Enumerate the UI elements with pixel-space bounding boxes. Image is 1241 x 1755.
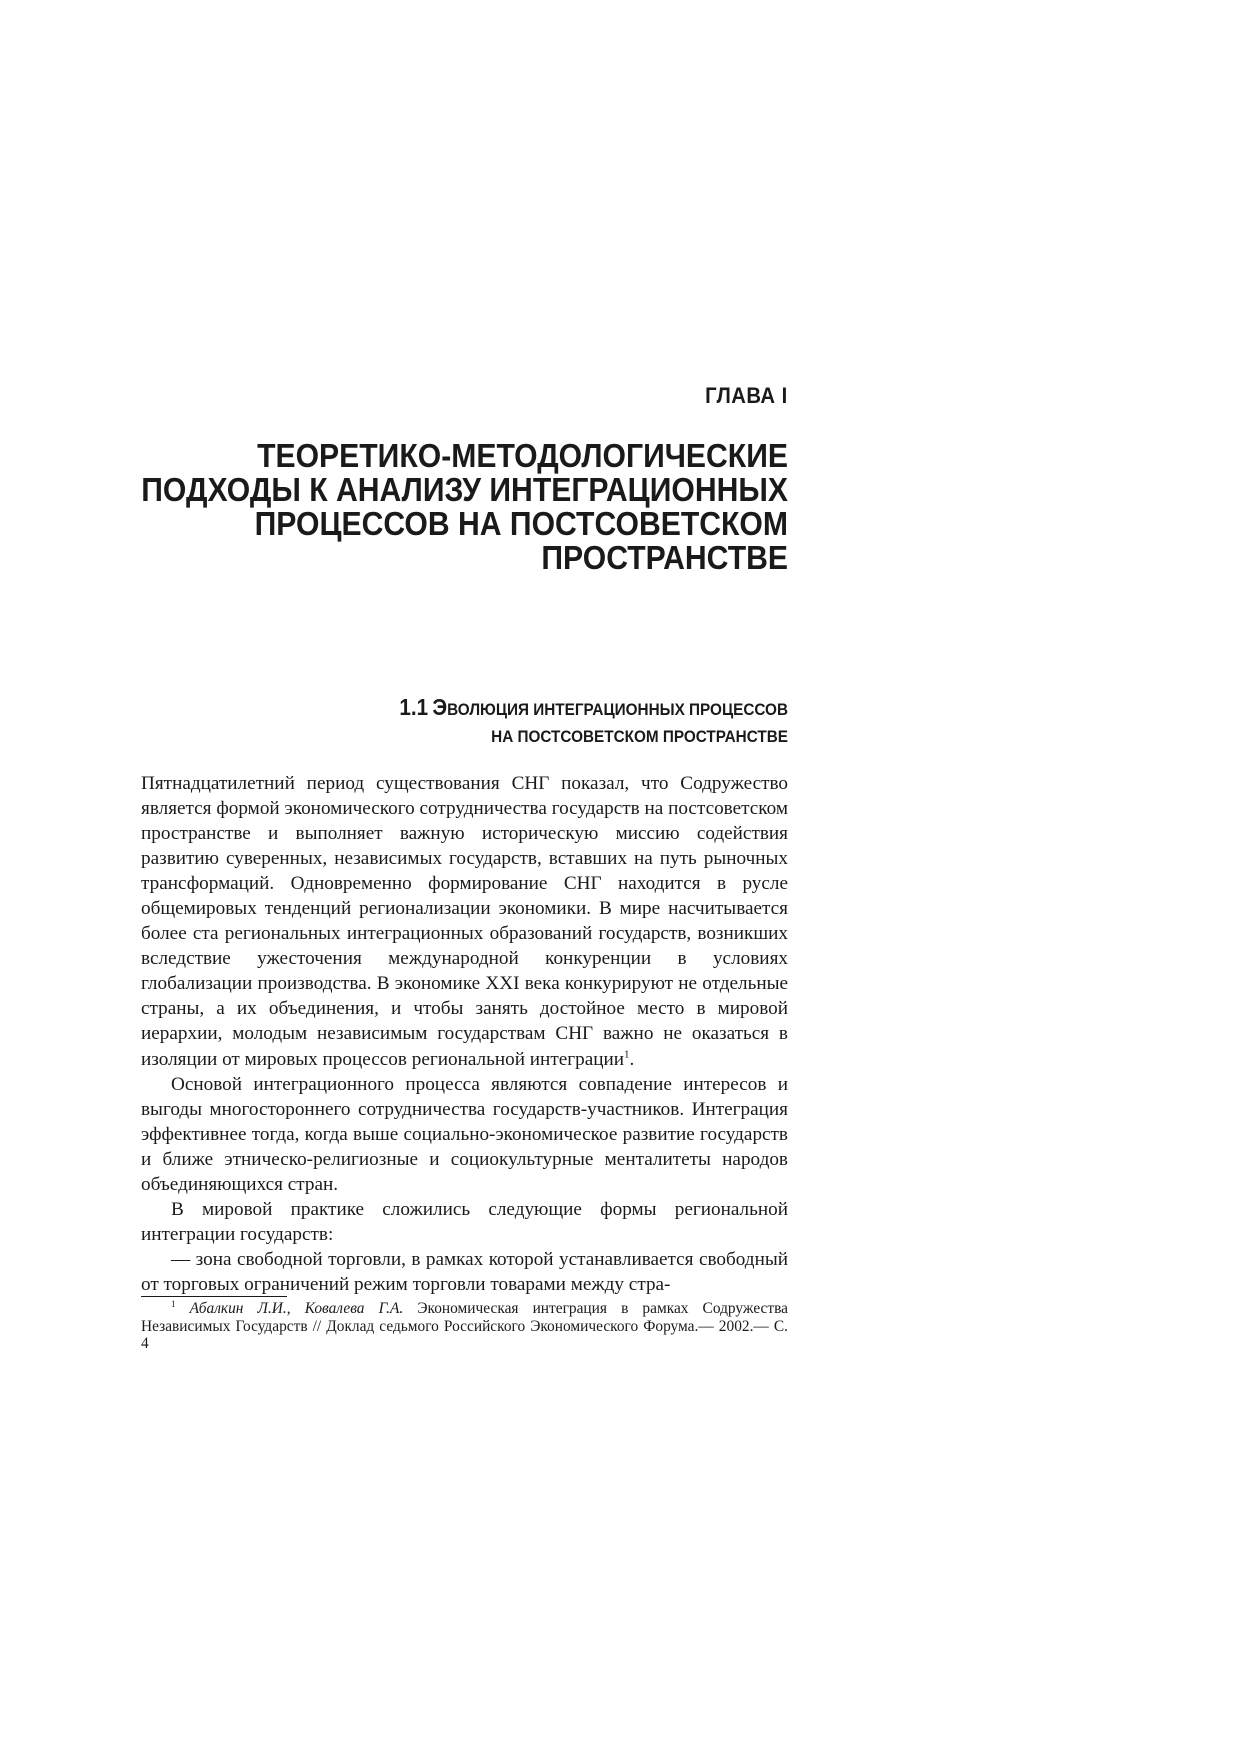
- paragraph: — зона свободной торговли, в рамках которой устанавливается свободный от торговых ограничений режим торговли товарами между стра-: [141, 1248, 788, 1295]
- paragraph: В мировой практике сложились следующие формы региональной интеграции государств:: [141, 1198, 788, 1245]
- section-first-letter: Э: [432, 694, 448, 720]
- paragraph: [141, 771, 788, 1072]
- footnote-reference[interactable]: 1: [624, 1048, 630, 1061]
- chapter-title-line: ПРОСТРАНСТВЕ: [541, 540, 788, 577]
- section-number: 1.1: [399, 694, 429, 720]
- chapter-title-line: ТЕОРЕТИКО-МЕТОДОЛОГИЧЕСКИЕ: [257, 438, 788, 475]
- footnote-number: 1: [171, 1298, 176, 1309]
- footnote: [141, 1300, 788, 1353]
- paragraph: Основой интеграционного процесса являются совпадение интересов и выгоды многостороннего сотрудничества государств-участников. Интеграция эффективнее тогда, когда выше социально-экономическое развитие государств и ближе этническо-религиозные и социокультурные менталитеты народов объединяющихся стран.: [141, 1073, 788, 1195]
- paragraph-text: Пятнадцатилетний период существования СНГ показал, что Содружество является формой экономического сотрудничества государств на постсоветском пространстве и выполняет важную историческую миссию содействия развитию суверенных, независимых государств, вставших на путь рыночных трансформаций. Одновременно формирование СНГ находится в русле общемировых тенденций регионализации экономики. В мире насчитывается более ста региональных интеграционных образований государств, возникших вследствие ужесточения международной конкуренции в условиях глобализации производства. В экономике XXI века конкурируют не отдельные страны, а их объединения, и чтобы занять достойное место в мировой иерархии, молодым независимым государствам СНГ важно не оказаться в изоляции от мировых процессов региональной интеграции: [141, 773, 788, 1070]
- section-title: [230, 693, 788, 750]
- body-text: [141, 771, 788, 1297]
- chapter-title-line: ПРОЦЕССОВ НА ПОСТСОВЕТСКОМ: [254, 506, 789, 543]
- section-title-line: НА ПОСТСОВЕТСКОМ ПРОСТРАНСТВЕ: [491, 727, 788, 746]
- section-title-rest: ВОЛЮЦИЯ ИНТЕГРАЦИОННЫХ ПРОЦЕССОВ: [447, 700, 788, 719]
- footnote-text: Экономическая интеграция в рамках Содружества Независимых Государств // Доклад седьмого Российского Экономического Форума.— 2002.— С. 4: [141, 1300, 788, 1352]
- section-title-line: [230, 693, 788, 724]
- chapter-label: ГЛАВА I: [705, 383, 788, 408]
- paragraph-end: .: [629, 1048, 635, 1070]
- footnote-divider: [141, 1296, 287, 1297]
- footnote-authors: Абалкин Л.И., Ковалева Г.А.: [189, 1300, 404, 1317]
- chapter-title: [140, 440, 788, 576]
- chapter-title-line: ПОДХОДЫ К АНАЛИЗУ ИНТЕГРАЦИОННЫХ: [141, 472, 788, 509]
